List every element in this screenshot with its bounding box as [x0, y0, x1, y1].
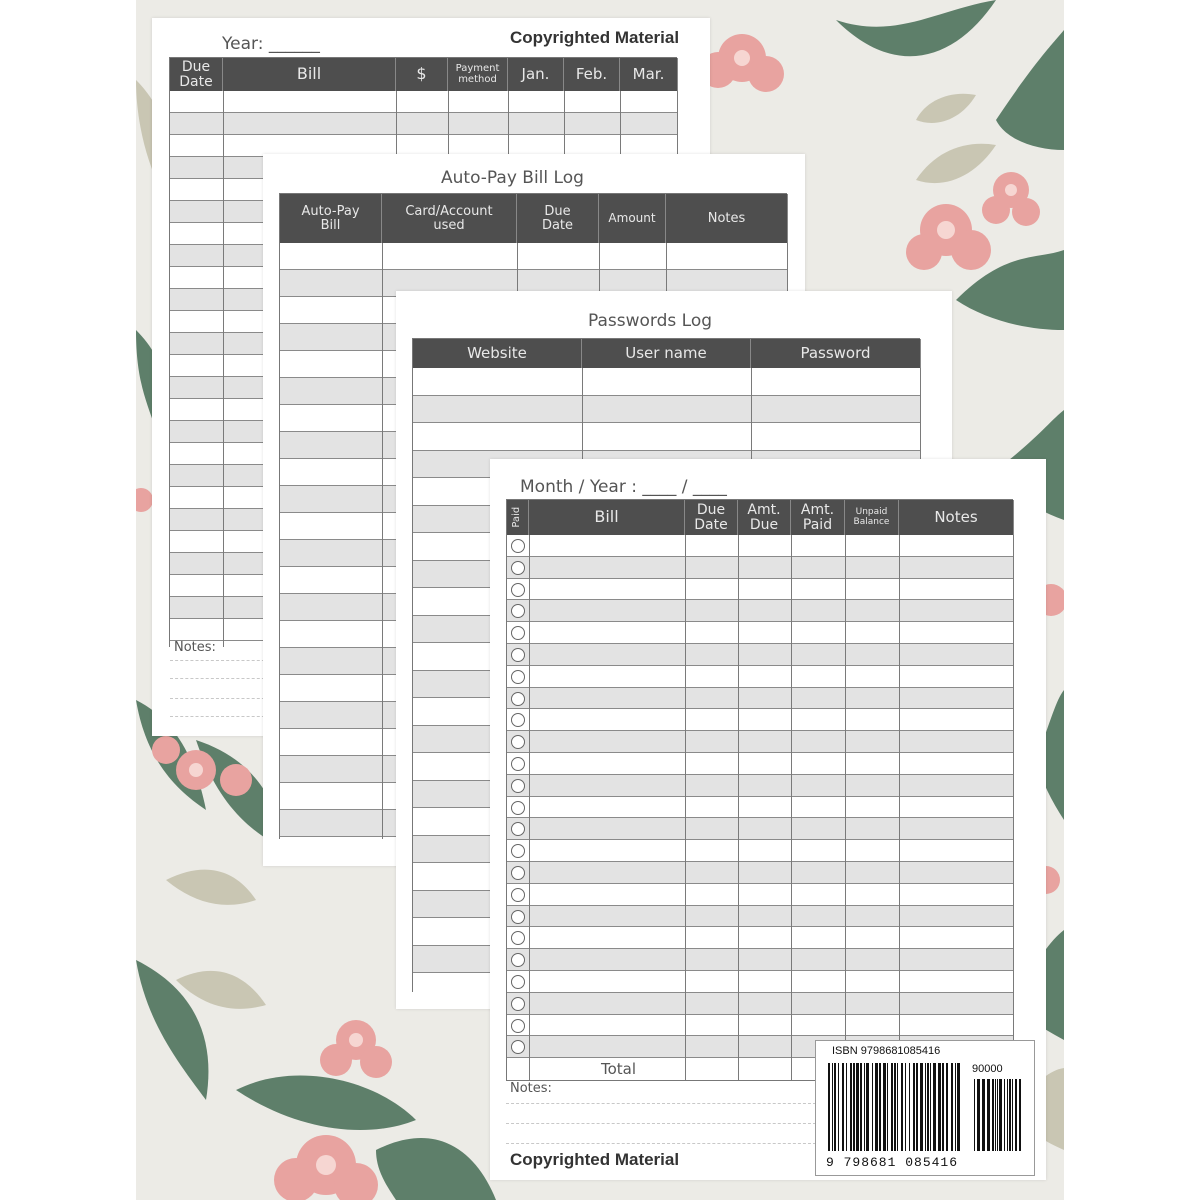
table-row — [170, 91, 677, 113]
month-year-label: Month / Year : ____ / ____ — [520, 477, 727, 497]
barcode-bar — [995, 1079, 996, 1151]
barcode-bar — [894, 1063, 896, 1151]
col-header-amount: $ — [396, 58, 448, 91]
table-row — [507, 971, 1013, 993]
total-label: Total — [601, 1060, 637, 1078]
notes-line — [506, 1143, 816, 1144]
paid-checkbox[interactable] — [511, 997, 525, 1011]
barcode-bar — [1015, 1079, 1017, 1151]
barcode-bar — [887, 1063, 888, 1151]
col-header-bill: Bill — [529, 500, 685, 535]
table-row — [507, 579, 1013, 601]
column-divider — [382, 243, 383, 839]
col-header-feb: Feb. — [564, 58, 620, 91]
notes-label: Notes: — [174, 640, 216, 655]
barcode-bar — [875, 1063, 878, 1151]
column-divider — [223, 91, 224, 647]
paid-checkbox[interactable] — [511, 648, 525, 662]
barcode-bar — [927, 1063, 929, 1151]
barcode-bar — [838, 1063, 839, 1151]
col-header-jan: Jan. — [508, 58, 564, 91]
table-row — [507, 600, 1013, 622]
paid-checkbox[interactable] — [511, 1019, 525, 1033]
table-row — [507, 688, 1013, 710]
barcode-image — [826, 1059, 1026, 1155]
barcode-bar — [897, 1063, 898, 1151]
isbn-barcode-label — [815, 1040, 1035, 1176]
column-divider — [791, 535, 792, 1081]
barcode-bar — [901, 1063, 903, 1151]
table-row — [507, 797, 1013, 819]
barcode-bar — [997, 1079, 998, 1151]
column-divider — [529, 535, 530, 1081]
table-row — [507, 535, 1013, 557]
col-header-bill: Bill — [223, 58, 396, 91]
monthly-bill-table — [506, 499, 1013, 1081]
barcode-bar — [828, 1063, 830, 1151]
table-row — [507, 622, 1013, 644]
table-row — [507, 840, 1013, 862]
barcode-bar — [920, 1063, 923, 1151]
notes-line — [170, 716, 270, 717]
barcode-bar — [942, 1063, 944, 1151]
column-divider — [685, 535, 686, 1081]
table-row — [507, 906, 1013, 928]
col-header-unpaid-balance: Unpaid Balance — [845, 500, 899, 535]
total-row — [506, 1059, 835, 1081]
col-header-due-date: Due Date — [685, 500, 738, 535]
barcode-bar — [925, 1063, 926, 1151]
copyright-notice-bottom: Copyrighted Material — [510, 1150, 680, 1169]
col-header-card-account: Card/Account used — [382, 194, 517, 243]
col-header-user-name: User name — [582, 339, 751, 368]
table-row — [280, 243, 787, 270]
barcode-bar — [974, 1079, 975, 1151]
table-row — [507, 753, 1013, 775]
barcode-bar — [905, 1063, 906, 1151]
isbn-text: ISBN 9798681085416 — [832, 1045, 941, 1057]
barcode-bar — [977, 1079, 980, 1151]
paid-checkbox[interactable] — [511, 561, 525, 575]
barcode-bar — [987, 1079, 990, 1151]
table-row — [507, 862, 1013, 884]
barcode-digits: 9 798681 085416 — [826, 1155, 959, 1170]
barcode-bar — [846, 1063, 847, 1151]
barcode-bar — [879, 1063, 881, 1151]
paid-checkbox[interactable] — [511, 888, 525, 902]
barcode-bar — [872, 1063, 873, 1151]
table-row — [507, 884, 1013, 906]
barcode-bar — [913, 1063, 915, 1151]
column-divider — [1013, 535, 1014, 1081]
table-row — [507, 731, 1013, 753]
col-header-mar: Mar. — [620, 58, 678, 91]
paid-checkbox[interactable] — [511, 692, 525, 706]
barcode-bar — [842, 1063, 844, 1151]
barcode-bar — [933, 1063, 936, 1151]
notes-line — [170, 698, 270, 699]
notes-line — [506, 1123, 816, 1124]
col-header-notes: Notes — [899, 500, 1014, 535]
table-row — [507, 818, 1013, 840]
col-header-amt-paid: Amt. Paid — [791, 500, 845, 535]
barcode-bar — [916, 1063, 918, 1151]
paid-checkbox[interactable] — [511, 866, 525, 880]
col-header-password: Password — [751, 339, 921, 368]
barcode-bar — [957, 1063, 960, 1151]
passwords-title: Passwords Log — [588, 311, 713, 331]
barcode-bar — [853, 1063, 855, 1151]
barcode-bar — [883, 1063, 886, 1151]
barcode-bar — [1009, 1079, 1011, 1151]
barcode-bar — [946, 1063, 948, 1151]
col-header-due-date: Due Date — [517, 194, 599, 243]
barcode-bar — [832, 1063, 833, 1151]
barcode-bar — [938, 1063, 941, 1151]
paid-checkbox[interactable] — [511, 910, 525, 924]
paid-checkbox[interactable] — [511, 801, 525, 815]
copyright-notice-top: Copyrighted Material — [510, 28, 680, 47]
col-header-paid — [507, 500, 529, 535]
notes-line — [170, 678, 270, 679]
table-row — [507, 666, 1013, 688]
barcode-bar — [891, 1063, 893, 1151]
paid-checkbox[interactable] — [511, 583, 525, 597]
price-code: 90000 — [972, 1063, 1003, 1075]
column-divider — [738, 535, 739, 1081]
table-row — [413, 368, 920, 396]
col-header-amt-due: Amt. Due — [738, 500, 791, 535]
barcode-bar — [992, 1079, 994, 1151]
notes-line — [170, 660, 270, 661]
barcode-bar — [930, 1063, 931, 1151]
autopay-title: Auto-Pay Bill Log — [441, 168, 584, 188]
table-row — [507, 949, 1013, 971]
column-divider — [899, 535, 900, 1081]
paid-checkbox[interactable] — [511, 779, 525, 793]
notes-line — [506, 1103, 816, 1104]
barcode-bar — [860, 1063, 862, 1151]
col-header-notes: Notes — [666, 194, 788, 243]
barcode-bar — [955, 1063, 956, 1151]
table-row — [507, 709, 1013, 731]
barcode-bar — [1019, 1079, 1021, 1151]
paid-label: Paid — [511, 507, 523, 528]
col-header-amount: Amount — [599, 194, 666, 243]
barcode-bar — [864, 1063, 865, 1151]
barcode-bar — [1007, 1079, 1008, 1151]
barcode-bar — [951, 1063, 953, 1151]
barcode-bar — [909, 1063, 910, 1151]
col-header-due-date: Due Date — [170, 58, 223, 91]
barcode-bar — [999, 1079, 1002, 1151]
barcode-bar — [1004, 1079, 1005, 1151]
table-row — [507, 557, 1013, 579]
paid-checkbox[interactable] — [511, 757, 525, 771]
table-row — [170, 113, 677, 135]
year-label: Year: ______ — [222, 34, 320, 54]
paid-checkbox[interactable] — [511, 670, 525, 684]
barcode-bar — [850, 1063, 852, 1151]
table-row — [507, 644, 1013, 666]
table-row — [507, 775, 1013, 797]
barcode-bar — [856, 1063, 859, 1151]
col-header-payment-method: Payment method — [448, 58, 508, 91]
barcode-bar — [834, 1063, 836, 1151]
table-row — [507, 927, 1013, 949]
paid-checkbox[interactable] — [511, 539, 525, 553]
table-row — [413, 396, 920, 424]
barcode-bar — [982, 1079, 985, 1151]
paid-checkbox[interactable] — [511, 975, 525, 989]
notes-label: Notes: — [510, 1081, 552, 1096]
table-row — [507, 1015, 1013, 1037]
barcode-bar — [1012, 1079, 1013, 1151]
col-header-autopay-bill: Auto-Pay Bill — [280, 194, 382, 243]
table-row — [507, 993, 1013, 1015]
table-row — [413, 423, 920, 451]
column-divider — [845, 535, 846, 1081]
barcode-bar — [866, 1063, 869, 1151]
col-header-website: Website — [413, 339, 582, 368]
